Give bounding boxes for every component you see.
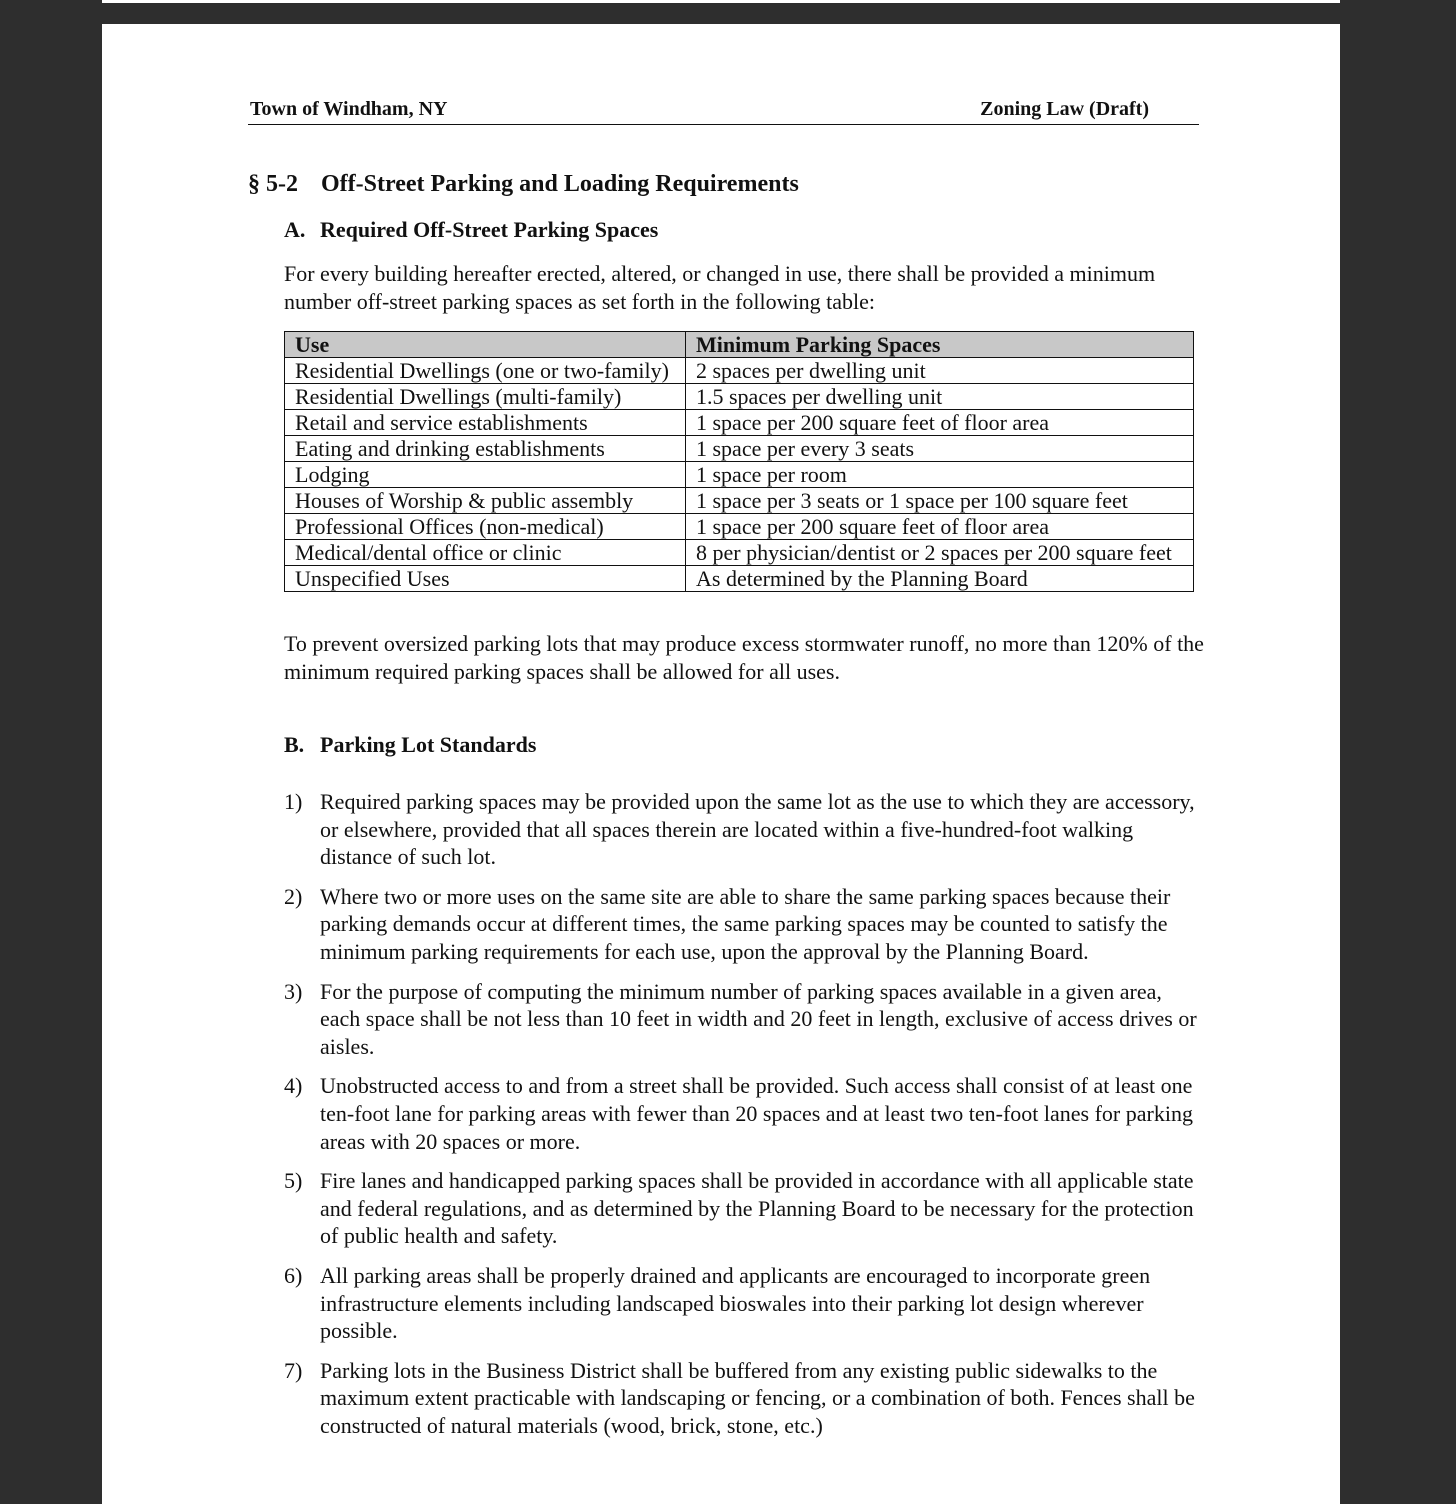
table-row (285, 488, 1194, 514)
parking-requirements-table (284, 331, 1194, 592)
list-item-text: Where two or more uses on the same site are able to share the same parking spaces because their parking demands occur at different times, the same parking spaces may be counted to satisfy the minimum parking requirements for each use, upon the approval by the Planning Board. (320, 883, 1171, 964)
list-item (284, 978, 1204, 1061)
table-cell-use: Unspecified Uses (285, 566, 686, 592)
list-item (284, 1262, 1204, 1345)
table-cell-spaces: 1 space per 200 square feet of floor area (686, 410, 1194, 436)
column-header-use: Use (285, 332, 686, 358)
section-number: § 5-2 (248, 171, 298, 197)
list-item-text: For the purpose of computing the minimum number of parking spaces available in a given area, each space shall be not less than 10 feet in width and 20 feet in length, exclusive of access drives or aisles. (320, 978, 1197, 1059)
subsection-a-letter: A. (284, 217, 306, 242)
table-cell-spaces: 1 space per room (686, 462, 1194, 488)
table-row (285, 358, 1194, 384)
table-cell-spaces: 1 space per 200 square feet of floor area (686, 514, 1194, 540)
table-cell-use: Residential Dwellings (multi-family) (285, 384, 686, 410)
list-item-number: 1) (284, 789, 303, 814)
table-cell-spaces: 1 space per every 3 seats (686, 436, 1194, 462)
table-cell-use: Houses of Worship & public assembly (285, 488, 686, 514)
list-item (284, 1357, 1204, 1440)
parking-lot-standards-list (284, 788, 1204, 1451)
previous-page-edge (102, 0, 1340, 3)
table-cell-spaces: 1.5 spaces per dwelling unit (686, 384, 1194, 410)
section-title: Off-Street Parking and Loading Requirements (321, 171, 799, 197)
table-row (285, 540, 1194, 566)
table-cell-use: Medical/dental office or clinic (285, 540, 686, 566)
header-doc-title: Zoning Law (Draft) (980, 98, 1149, 120)
subsection-a-intro: For every building hereafter erected, altered, or changed in use, there shall be provided a minimum number off-street parking spaces as set forth in the following table: (284, 261, 1156, 314)
list-item-text: All parking areas shall be properly drained and applicants are encouraged to incorporate green infrastructure elements including landscaped bioswales into their parking lot design wherever possible. (320, 1262, 1151, 1344)
table-cell-use: Eating and drinking establishments (285, 436, 686, 462)
table-row (285, 462, 1194, 488)
list-item-text: Unobstructed access to and from a street shall be provided. Such access shall consist of at least one ten-foot lane for parking areas with fewer than 20 spaces and at least two ten-foot lanes for parking areas with 20 spaces or more. (320, 1073, 1193, 1154)
column-header-minimum: Minimum Parking Spaces (686, 332, 1194, 358)
list-item-number: 7) (284, 1357, 303, 1383)
list-item (284, 1167, 1204, 1250)
table-cell-use: Lodging (285, 462, 686, 488)
subsection-b-heading (284, 732, 536, 758)
subsection-a-title: Required Off-Street Parking Spaces (320, 217, 659, 242)
table-row (285, 384, 1194, 410)
table-cell-use: Retail and service establishments (285, 410, 686, 436)
table-cell-spaces: 1 space per 3 seats or 1 space per 100 square feet (686, 488, 1194, 514)
table-cell-spaces: 8 per physician/dentist or 2 spaces per 200 square feet (686, 540, 1194, 566)
document-page (102, 24, 1340, 1504)
table-row (285, 514, 1194, 540)
list-item-number: 2) (284, 883, 303, 909)
page-header (248, 98, 1199, 125)
list-item-text: Fire lanes and handicapped parking spaces shall be provided in accordance with all applicable state and federal regulations, and as determined by the Planning Board to be necessary for the protection of public health and safety. (320, 1168, 1194, 1249)
list-item-number: 3) (284, 978, 303, 1004)
list-item-number: 4) (284, 1073, 303, 1099)
table-cell-spaces: 2 spaces per dwelling unit (686, 358, 1194, 384)
list-item-text: Required parking spaces may be provided upon the same lot as the use to which they are accessory, or elsewhere, provided that all spaces therein are located within a five-hundred-foot walking distance of such lot. (320, 789, 1195, 870)
section-heading (248, 171, 799, 198)
subsection-a-heading (284, 217, 658, 243)
list-item-text: Parking lots in the Business District shall be buffered from any existing public sidewalks to the maximum extent practicable with landscaping or fencing, or a combination of both. Fences shall be constructed of natural materials (wood, brick, stone, etc.) (320, 1357, 1195, 1438)
list-item (284, 883, 1204, 966)
list-item (284, 1072, 1204, 1155)
list-item (284, 788, 1204, 871)
table-row (285, 436, 1194, 462)
table-cell-use: Professional Offices (non-medical) (285, 514, 686, 540)
table-row (285, 566, 1194, 592)
table-row (285, 410, 1194, 436)
table-cell-use: Residential Dwellings (one or two-family) (285, 358, 686, 384)
subsection-b-letter: B. (284, 732, 305, 757)
stormwater-note: To prevent oversized parking lots that may produce excess stormwater runoff, no more than 120% of the minimum required parking spaces shall be allowed for all uses. (284, 631, 1204, 684)
table-header-row (285, 332, 1194, 358)
list-item-number: 6) (284, 1262, 303, 1288)
list-item-number: 5) (284, 1168, 303, 1194)
header-town: Town of Windham, NY (250, 98, 448, 120)
subsection-b-title: Parking Lot Standards (320, 732, 537, 757)
table-cell-spaces: As determined by the Planning Board (686, 566, 1194, 592)
